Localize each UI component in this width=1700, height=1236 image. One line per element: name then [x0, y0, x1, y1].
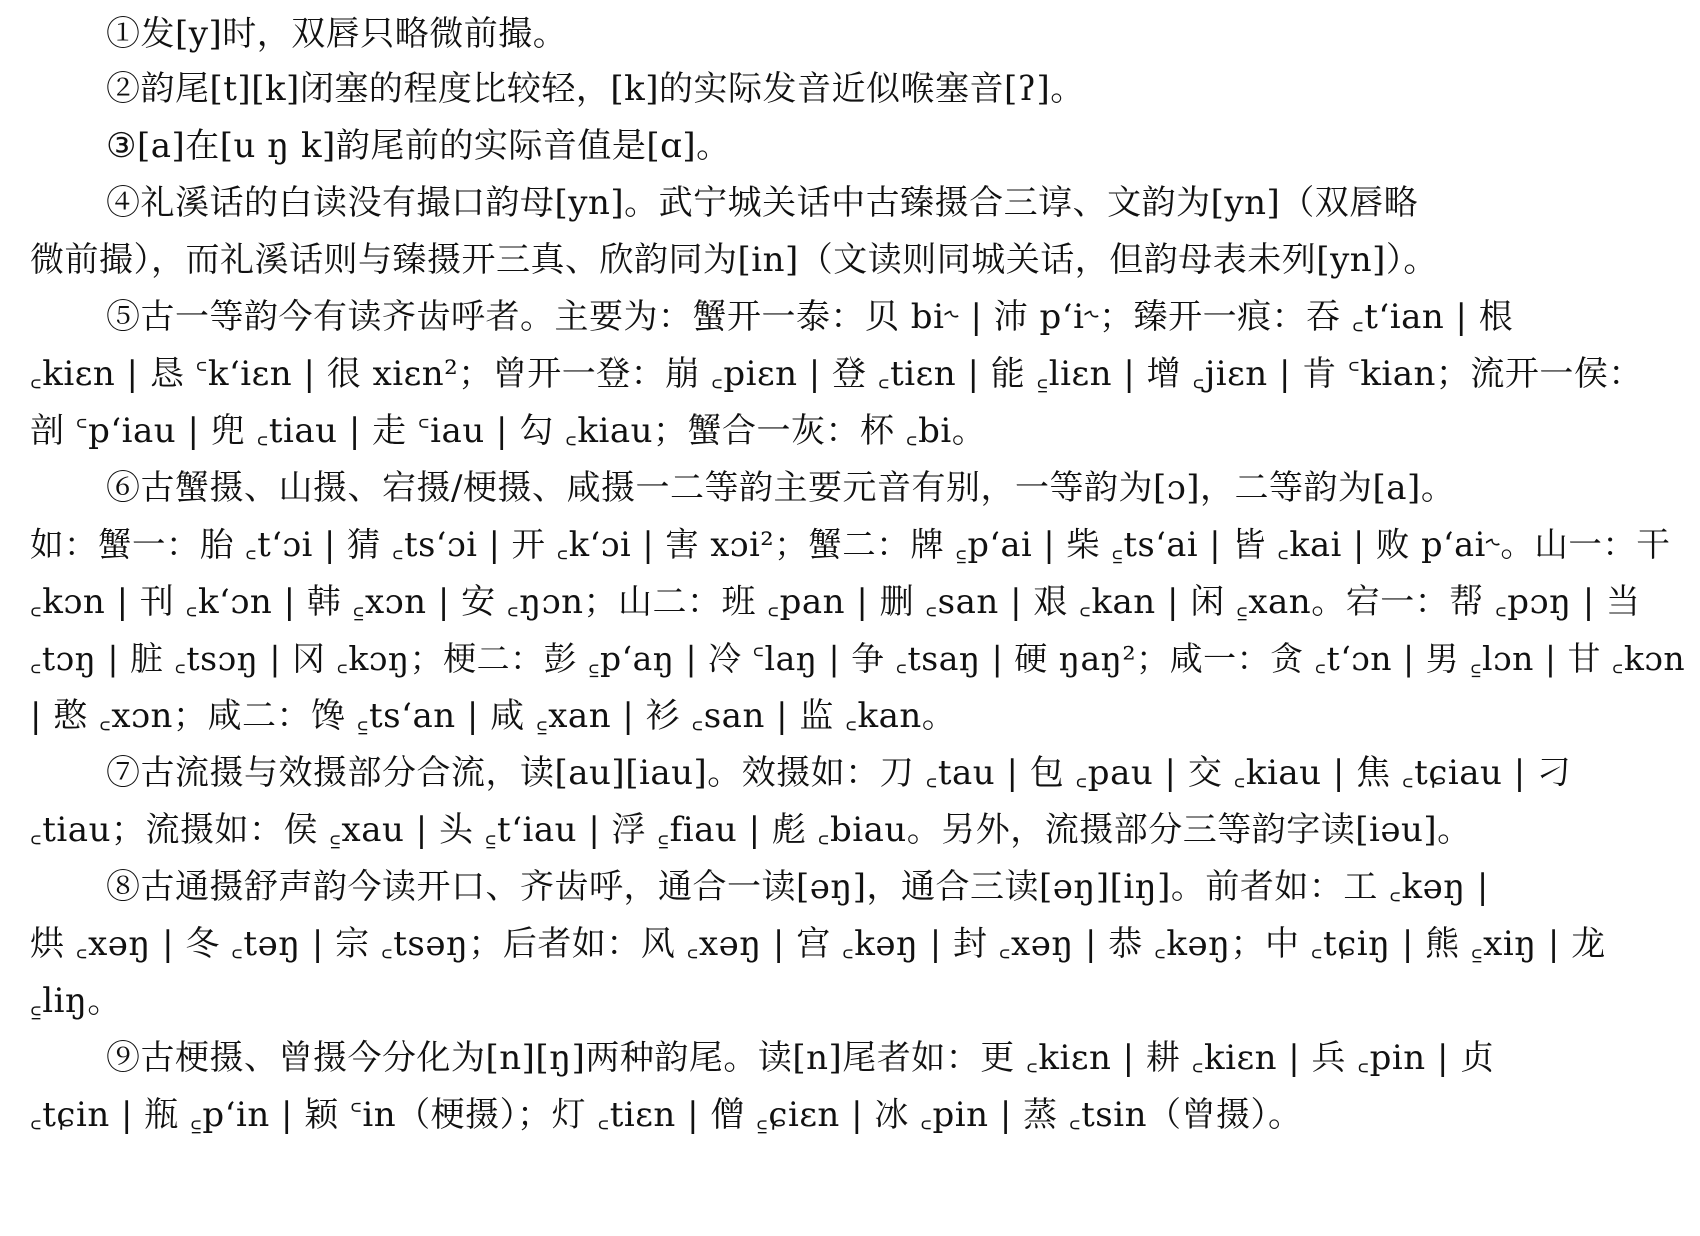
note-5-line-3: 剖 ꜂pʻiau | 兜 ꜀tiau | 走 ꜂iau | 勾 ꜀kiau；蟹合一灰：杯 ꜀bi。 [30, 411, 987, 451]
note-9-line-1: ⑨古梗摄、曾摄今分化为[n][ŋ]两种韵尾。读[n]尾者如：更 ꜀kiɛn | 耕 ꜀kiɛn | 兵 ꜀pin | 贞 [106, 1038, 1495, 1078]
note-8-line-1: ⑧古通摄舒声韵今读开口、齐齿呼，通合一读[əŋ]，通合三读[əŋ][iŋ]。前者如：工 ꜀kəŋ | [106, 867, 1489, 907]
note-6-line-2: 如：蟹一：胎 ꜀tʻɔi | 猜 ꜀tsʻɔi | 开 ꜀kʻɔi | 害 xɔi²；蟹二：牌 ꜁pʻai | 柴 ꜁tsʻai | 皆 ꜀kai | 败 pʻai˞。山一：干 [30, 525, 1671, 564]
note-8-line-2: 烘 ꜀xəŋ | 冬 ꜀təŋ | 宗 ꜀tsəŋ；后者如：风 ꜀xəŋ | 宫 ꜀kəŋ | 封 ꜀xəŋ | 恭 ꜀kəŋ；中 ꜀tɕiŋ | 熊 ꜁xiŋ | 龙 [30, 924, 1606, 964]
note-6-line-1: ⑥古蟹摄、山摄、宕摄/梗摄、咸摄一二等韵主要元音有别，一等韵为[ɔ]，二等韵为[a]。 [106, 468, 1456, 508]
note-5-line-1: ⑤古一等韵今有读齐齿呼者。主要为：蟹开一泰：贝 bi˞ | 沛 pʻi˞；臻开一痕：吞 ꜀tʻian | 根 [106, 297, 1514, 337]
note-8-line-3: ꜁liŋ。 [30, 981, 122, 1021]
note-4-line-2: 微前撮），而礼溪话则与臻摄开三真、欣韵同为[in]（文读则同城关话，但韵母表未列[yn]）。 [30, 240, 1438, 280]
note-6-line-4: ꜀tɔŋ | 脏 ꜀tsɔŋ | 冈 ꜀kɔŋ；梗二：彭 ꜁pʻaŋ | 冷 ꜂laŋ | 争 ꜀tsaŋ | 硬 ŋaŋ²；咸一：贪 ꜀tʻɔn | 男 ꜁lɔn | 甘 ꜀kɔn [30, 639, 1686, 678]
note-6-line-5: | 憨 ꜀xɔn；咸二：馋 ꜁tsʻan | 咸 ꜁xan | 衫 ꜀san | 监 ꜀kan。 [30, 696, 957, 736]
note-5-line-2: ꜀kiɛn | 恳 ꜂kʻiɛn | 很 xiɛn²；曾开一登：崩 ꜀piɛn | 登 ꜀tiɛn | 能 ꜁liɛn | 增 ꜀jiɛn | 肯 ꜂kian；流开一侯： [30, 354, 1643, 394]
note-7-line-2: ꜀tiau；流摄如：侯 ꜁xau | 头 ꜁tʻiau | 浮 ꜁fiau | 彪 ꜀biau。另外，流摄部分三等韵字读[iəu]。 [30, 810, 1472, 850]
note-2-line-1: ②韵尾[t][k]闭塞的程度比较轻，[k]的实际发音近似喉塞音[ʔ]。 [106, 69, 1085, 109]
note-9-line-2: ꜀tɕin | 瓶 ꜁pʻin | 颖 ꜂in（梗摄）；灯 ꜀tiɛn | 僧 ꜁ɕiɛn | 冰 ꜀pin | 蒸 ꜀tsin（曾摄）。 [30, 1095, 1303, 1135]
note-1-line-1: ①发[y]时，双唇只略微前撮。 [106, 14, 568, 54]
note-3-line-1: ③[a]在[u ŋ k]韵尾前的实际音值是[ɑ]。 [106, 126, 731, 166]
note-4-line-1: ④礼溪话的白读没有撮口韵母[yn]。武宁城关话中古臻摄合三谆、文韵为[yn]（双唇略 [106, 183, 1419, 223]
note-7-line-1: ⑦古流摄与效摄部分合流，读[au][iau]。效摄如：刀 ꜀tau | 包 ꜀pau | 交 ꜀kiau | 焦 ꜀tɕiau | 刁 [106, 753, 1572, 793]
note-6-line-3: ꜀kɔn | 刊 ꜀kʻɔn | 韩 ꜁xɔn | 安 ꜀ŋɔn；山二：班 ꜀pan | 删 ꜀san | 艰 ꜀kan | 闲 ꜁xan。宕一：帮 ꜀pɔŋ | 当 [30, 582, 1641, 622]
